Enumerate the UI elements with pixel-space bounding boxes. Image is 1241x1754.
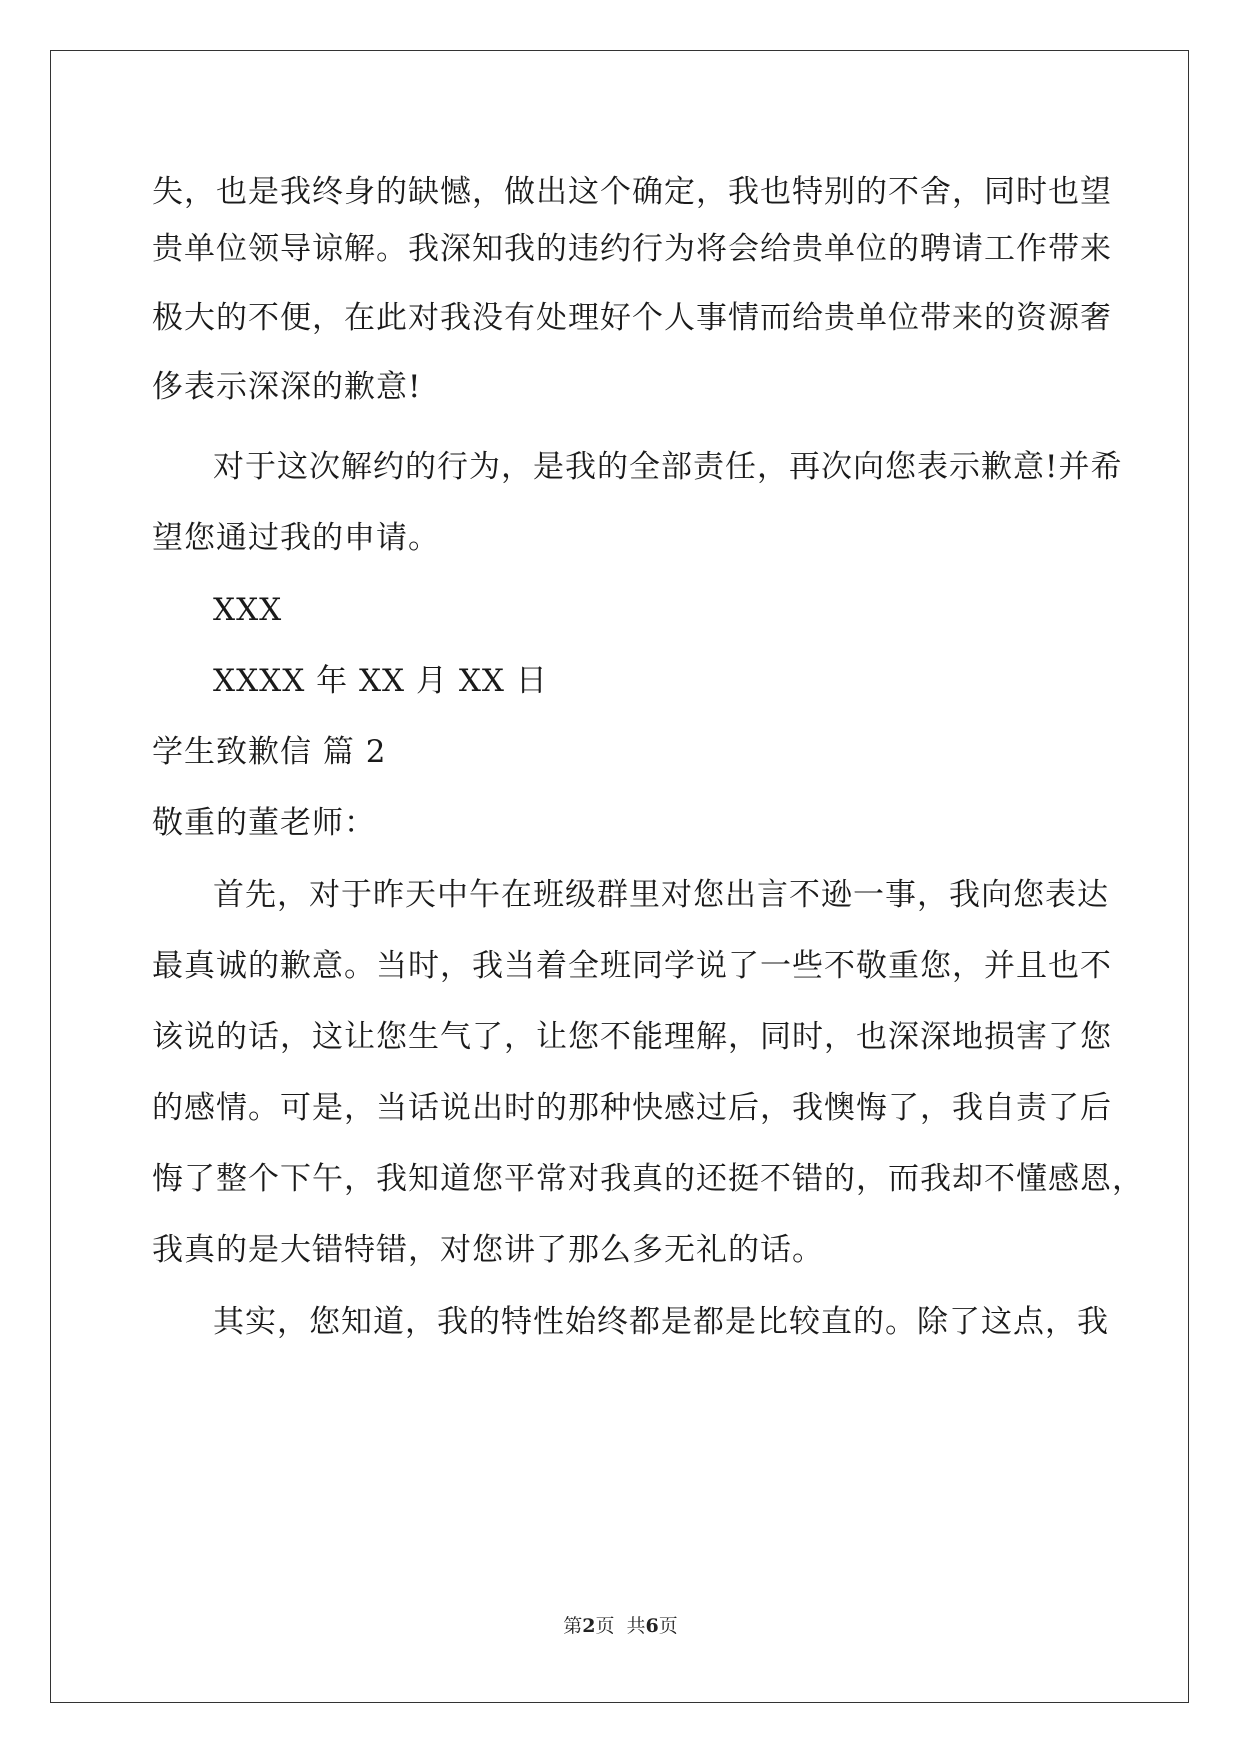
section-heading: 学生致歉信 篇 2	[152, 734, 387, 770]
signature-date: XXXX 年 XX 月 XX 日	[213, 663, 548, 699]
body-line: 贵单位领导谅解。我深知我的违约行为将会给贵单位的聘请工作带来	[152, 231, 1112, 267]
body-line: 最真诚的歉意。当时，我当着全班同学说了一些不敬重您，并且也不	[152, 948, 1112, 984]
body-line: 悔了整个下午，我知道您平常对我真的还挺不错的，而我却不懂感恩，	[152, 1161, 1144, 1197]
footer-mid: 页 共	[595, 1615, 646, 1637]
body-line: 望您通过我的申请。	[152, 520, 440, 556]
footer-current-page: 2	[582, 1615, 596, 1637]
body-line: 侈表示深深的歉意!	[152, 369, 422, 405]
salutation: 敬重的董老师：	[152, 805, 376, 841]
body-line: 对于这次解约的行为，是我的全部责任，再次向您表示歉意!并希	[213, 449, 1123, 485]
body-line: 该说的话，这让您生气了，让您不能理解，同时，也深深地损害了您	[152, 1019, 1112, 1055]
body-line: 失，也是我终身的缺憾，做出这个确定，我也特别的不舍，同时也望	[152, 174, 1112, 210]
signature-name: XXX	[213, 592, 283, 628]
body-line: 首先，对于昨天中午在班级群里对您出言不逊一事，我向您表达	[213, 877, 1109, 913]
body-line: 的感情。可是，当话说出时的那种快感过后，我懊悔了，我自责了后	[152, 1090, 1112, 1126]
body-line: 极大的不便，在此对我没有处理好个人事情而给贵单位带来的资源奢	[152, 300, 1112, 336]
footer-prefix: 第	[563, 1615, 583, 1637]
footer-suffix: 页	[658, 1615, 678, 1637]
page-footer	[0, 1614, 1241, 1638]
footer-total-pages: 6	[645, 1615, 659, 1637]
body-line: 其实，您知道，我的特性始终都是都是比较直的。除了这点，我	[213, 1304, 1109, 1340]
body-line: 我真的是大错特错，对您讲了那么多无礼的话。	[152, 1232, 824, 1268]
